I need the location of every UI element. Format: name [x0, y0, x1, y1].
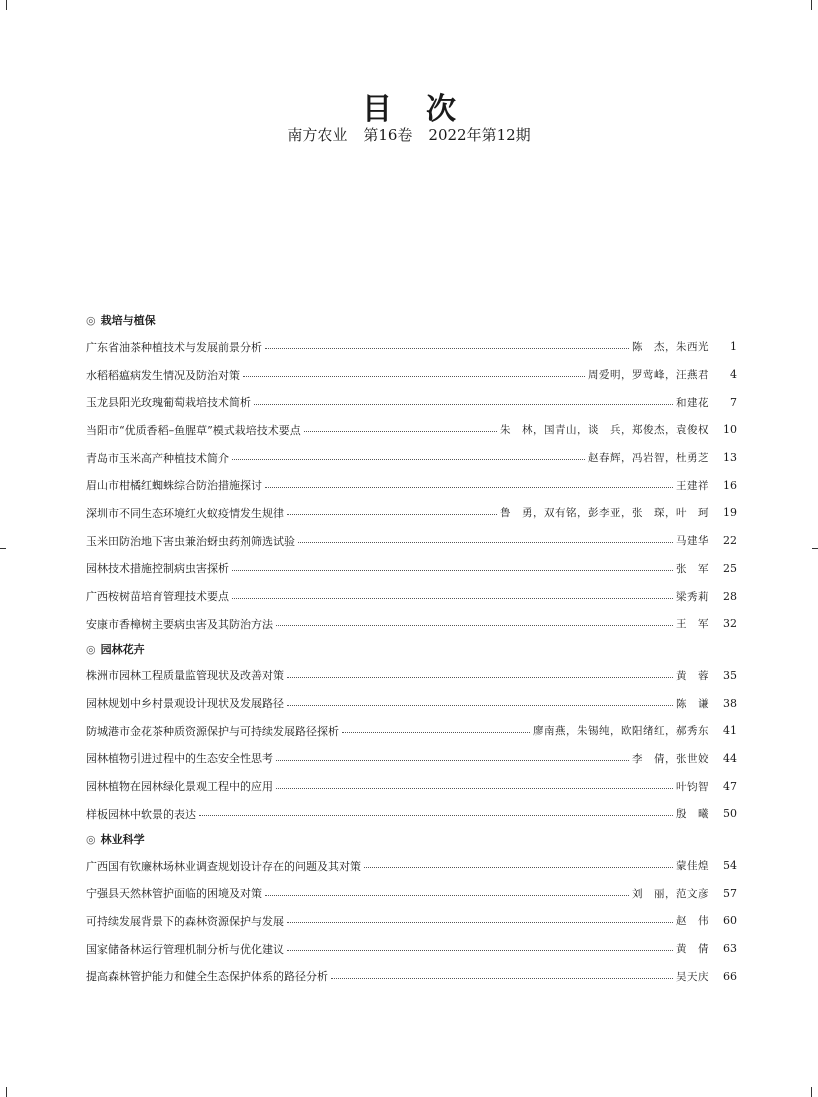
- dot-leader: [304, 431, 497, 432]
- dot-leader: [287, 514, 497, 515]
- title-char-1: 目: [362, 92, 392, 127]
- crop-mark: [811, 0, 812, 10]
- dot-leader: [331, 978, 673, 979]
- toc-entry[interactable]: [86, 610, 737, 638]
- toc-entry[interactable]: [86, 388, 737, 416]
- section-bullet-icon: ◎: [86, 642, 96, 656]
- article-title: 广西国有钦廉林场林业调查规划设计存在的问题及其对策: [86, 859, 361, 873]
- crop-mark: [811, 1087, 812, 1097]
- title-char-2: 次: [426, 92, 456, 127]
- dot-leader: [287, 950, 673, 951]
- article-authors: 赵春辉，冯岩智，杜勇芝: [588, 452, 709, 465]
- page-number: 25: [723, 561, 737, 575]
- article-authors: 刘 丽，范文彦: [632, 887, 709, 900]
- page-number: 57: [723, 886, 737, 900]
- toc-entry[interactable]: [86, 555, 737, 583]
- page-number: 4: [730, 368, 737, 382]
- journal-name: 南方农业: [287, 126, 348, 144]
- section-name: 栽培与植保: [100, 314, 156, 327]
- article-title: 青岛市玉米高产种植技术简介: [86, 451, 229, 465]
- article-authors: 殷 曦: [676, 808, 709, 821]
- dot-leader: [364, 867, 673, 868]
- toc-entry[interactable]: [86, 852, 737, 880]
- article-authors: 李 倩，张世姣: [632, 752, 709, 765]
- article-title: 水稻稻瘟病发生情况及防治对策: [86, 368, 240, 382]
- table-of-contents: [86, 309, 737, 990]
- article-title: 园林植物引进过程中的生态安全性思考: [86, 752, 273, 766]
- article-authors: 黄 倩: [676, 943, 709, 956]
- page-number: 50: [723, 807, 737, 821]
- article-authors: 叶钧智: [676, 780, 709, 793]
- journal-issue: 2022年第12期: [428, 126, 531, 144]
- article-authors: 王 军: [676, 618, 709, 631]
- page-number: 22: [723, 534, 737, 548]
- page-number: 47: [723, 779, 737, 793]
- toc-entry[interactable]: [86, 745, 737, 773]
- dot-leader: [265, 348, 629, 349]
- article-authors: 蒙佳煌: [676, 860, 709, 873]
- toc-entry[interactable]: [86, 499, 737, 527]
- dot-leader: [232, 459, 585, 460]
- dot-leader: [265, 487, 673, 488]
- article-authors: 吴天庆: [676, 970, 709, 983]
- toc-entry[interactable]: [86, 527, 737, 555]
- section-bullet-icon: ◎: [86, 832, 96, 846]
- dot-leader: [287, 922, 673, 923]
- article-title: 园林规划中乡村景观设计现状及发展路径: [86, 697, 284, 711]
- article-authors: 廖南燕，朱锡纯，欧阳绪红，郝秀东: [533, 725, 709, 738]
- page-number: 10: [723, 423, 737, 437]
- page-number: 16: [723, 478, 737, 492]
- crop-mark: [6, 0, 7, 10]
- article-title: 眉山市柑橘红蜘蛛综合防治措施探讨: [86, 479, 262, 493]
- article-title: 广东省油茶种植技术与发展前景分析: [86, 340, 262, 354]
- toc-entry[interactable]: [86, 662, 737, 690]
- page-number: 1: [730, 340, 737, 354]
- page-number: 35: [723, 668, 737, 682]
- dot-leader: [287, 677, 673, 678]
- toc-entry[interactable]: [86, 333, 737, 361]
- dot-leader: [199, 815, 673, 816]
- article-title: 防城港市金花茶种质资源保护与可持续发展路径探析: [86, 724, 339, 738]
- crop-mark: [6, 1087, 7, 1097]
- article-title: 安康市香樟树主要病虫害及其防治方法: [86, 617, 273, 631]
- section-name: 园林花卉: [100, 642, 145, 656]
- toc-entry[interactable]: [86, 800, 737, 828]
- crop-mark: [0, 548, 6, 549]
- dot-leader: [276, 625, 673, 626]
- page-number: 63: [723, 942, 737, 956]
- article-title: 广西桉树苗培育管理技术要点: [86, 590, 229, 604]
- toc-entry[interactable]: [86, 879, 737, 907]
- dot-leader: [265, 895, 629, 896]
- page-number: 19: [723, 506, 737, 520]
- toc-entry[interactable]: [86, 444, 737, 472]
- dot-leader: [232, 598, 673, 599]
- page-number: 41: [723, 724, 737, 738]
- page-number: 28: [723, 589, 737, 603]
- article-authors: 鲁 勇，双有铭，彭李亚，张 琛，叶 珂: [500, 507, 709, 520]
- toc-entry[interactable]: [86, 907, 737, 935]
- dot-leader: [342, 732, 530, 733]
- page-number: 66: [723, 969, 737, 983]
- article-authors: 赵 伟: [676, 915, 709, 928]
- dot-leader: [287, 705, 673, 706]
- article-authors: 朱 林，国青山，谈 兵，郑俊杰，袁俊权: [500, 424, 709, 437]
- dot-leader: [298, 542, 673, 543]
- journal-volume: 第16卷: [363, 126, 413, 144]
- dot-leader: [276, 760, 629, 761]
- article-title: 株洲市园林工程质量监管现状及改善对策: [86, 669, 284, 683]
- section-bullet-icon: ◎: [86, 314, 96, 327]
- dot-leader: [254, 404, 673, 405]
- article-title: 园林技术措施控制病虫害探析: [86, 562, 229, 576]
- page-number: 13: [723, 451, 737, 465]
- dot-leader: [276, 788, 673, 789]
- article-title: 样板园林中软景的表达: [86, 807, 196, 821]
- journal-info: [0, 124, 818, 145]
- article-title: 园林植物在园林绿化景观工程中的应用: [86, 780, 273, 794]
- article-title: 当阳市“优质香稻–鱼腥草”模式栽培技术要点: [86, 423, 301, 437]
- toc-entry[interactable]: [86, 361, 737, 389]
- section-heading: [86, 309, 737, 333]
- article-title: 国家储备林运行管理机制分析与优化建议: [86, 942, 284, 956]
- article-authors: 陈 谦: [676, 697, 709, 710]
- toc-entry[interactable]: [86, 582, 737, 610]
- toc-entry[interactable]: [86, 962, 737, 990]
- page-number: 38: [723, 696, 737, 710]
- article-title: 提高森林管护能力和健全生态保护体系的路径分析: [86, 970, 328, 984]
- section-name: 林业科学: [100, 832, 145, 846]
- page-number: 60: [723, 914, 737, 928]
- toc-entry[interactable]: [86, 689, 737, 717]
- article-authors: 周爱明，罗莺峰，汪燕君: [588, 369, 709, 382]
- article-authors: 和建花: [676, 396, 709, 409]
- toc-entry[interactable]: [86, 935, 737, 963]
- toc-entry[interactable]: [86, 416, 737, 444]
- article-authors: 马建华: [676, 535, 709, 548]
- section-heading: [86, 828, 737, 852]
- article-title: 玉米田防治地下害虫兼治蚜虫药剂筛选试验: [86, 534, 295, 548]
- page-title: [0, 84, 818, 128]
- dot-leader: [232, 570, 673, 571]
- article-authors: 梁秀莉: [676, 590, 709, 603]
- article-authors: 张 军: [676, 562, 709, 575]
- toc-entry[interactable]: [86, 772, 737, 800]
- section-heading: [86, 638, 737, 662]
- dot-leader: [243, 376, 585, 377]
- article-title: 宁强县天然林管护面临的困境及对策: [86, 887, 262, 901]
- page-number: 7: [730, 395, 737, 409]
- article-title: 可持续发展背景下的森林资源保护与发展: [86, 914, 284, 928]
- toc-entry[interactable]: [86, 717, 737, 745]
- page-number: 54: [723, 859, 737, 873]
- article-title: 玉龙县阳光玫瑰葡萄栽培技术简析: [86, 396, 251, 410]
- article-authors: 黄 蓉: [676, 669, 709, 682]
- article-authors: 王建祥: [676, 479, 709, 492]
- crop-mark: [812, 548, 818, 549]
- article-authors: 陈 杰，朱西光: [632, 341, 709, 354]
- article-title: 深圳市不同生态环境红火蚁疫情发生规律: [86, 506, 284, 520]
- page-number: 44: [723, 751, 737, 765]
- page-number: 32: [723, 617, 737, 631]
- toc-entry[interactable]: [86, 471, 737, 499]
